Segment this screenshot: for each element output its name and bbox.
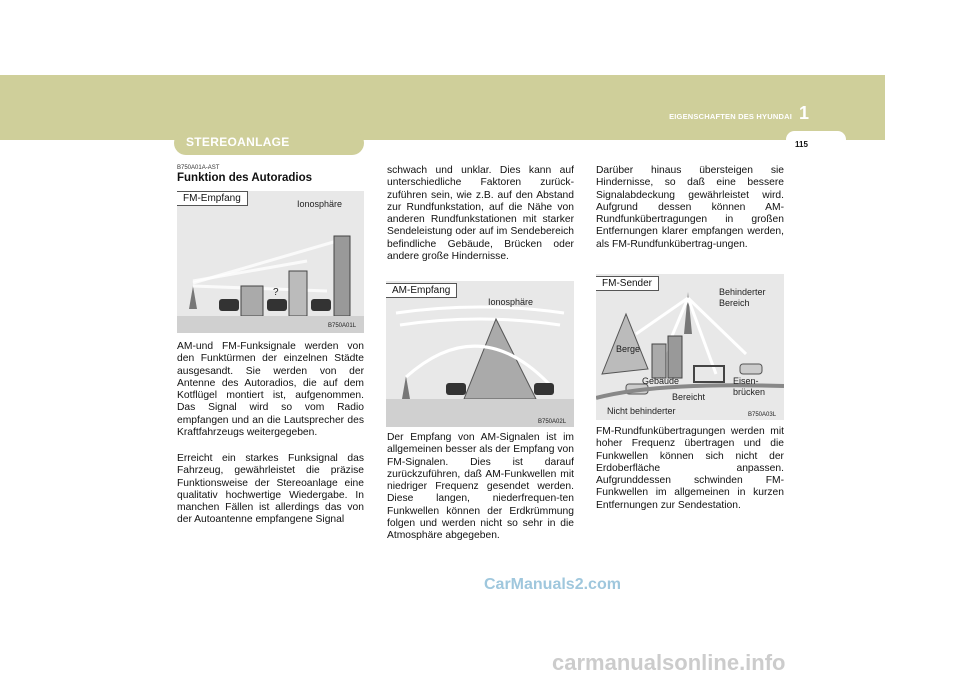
paragraph: Erreicht ein starkes Funksignal das Fahrzeug, gewährleistet die präzise Funktionsweise der Stereoanlage eine qualitativ hochwertige Wiedergabe. In manchen Fällen ist allerdings das von der Autoantenne empfangene Signal xyxy=(177,453,364,526)
building xyxy=(334,236,350,316)
figure-tag-fm-reception: FM-Empfang xyxy=(177,191,248,206)
am-reception-figure xyxy=(386,281,574,427)
car xyxy=(740,364,762,374)
building xyxy=(241,286,263,316)
paragraph: AM-und FM-Funksignale werden von den Funktürmen der einzelnen Städte ausgesandt. Sie werden von der Antenne des Autoradios, die auf dem Kotflügel montiert ist, aufgenommen. Das Signal wird so vom Radio empfangen und an die Lautsprecher des Kraftfahrzeugs weitergegeben. xyxy=(177,341,364,439)
watermark-carmanualsonline[interactable]: carmanualsonline.info xyxy=(552,650,786,675)
obstructed-label-line1: Behinderter xyxy=(719,287,766,297)
paragraph: Der Empfang von AM-Signalen ist im allgemeinen besser als der Empfang von FM-Signalen. Dies ist darauf zurückzuführen, daß AM-Funkwellen mit niedriger Frequenz gesendet werden. Diese langen, niederfrequen-ten Funkwellen können der Erdkrümmung folgen und werden nicht so sehr in die Atmosphäre abgegeben. xyxy=(387,432,574,542)
page-heading: Funktion des Autoradios xyxy=(177,172,313,184)
paragraph: Darüber hinaus übersteigen sie Hindernisse, so daß eine bessere Signalabdeckung gewährleistet wird. Aufgrund dessen können AM-Rundfunkübertragungen in großen Entfernungen klarer empfangen werden, als FM-Rundfunkübertrag-ungen. xyxy=(596,165,784,250)
ionosphere-label: Ionosphäre xyxy=(488,297,534,307)
car xyxy=(446,383,466,395)
section-title: STEREOANLAGE xyxy=(186,135,290,149)
header-band xyxy=(0,75,885,140)
bridges-label-line1: Eisen- xyxy=(733,376,759,386)
page-number: 115 xyxy=(795,140,808,149)
car xyxy=(534,383,554,395)
chapter-number: 1 xyxy=(799,103,810,123)
obstructed-label-line2: Bereich xyxy=(719,298,750,308)
figure-tag-fm-transmitter: FM-Sender xyxy=(596,276,659,291)
building xyxy=(652,344,666,378)
figure-tag-am-reception: AM-Empfang xyxy=(386,283,457,298)
fm-transmitter-figure xyxy=(596,274,784,420)
figure-code: B750A03L xyxy=(748,412,777,418)
car xyxy=(311,299,331,311)
am-reception-illustration xyxy=(386,281,574,427)
radio-wave xyxy=(688,298,716,374)
mountains-label: Berge xyxy=(616,344,641,354)
svg-text:?: ? xyxy=(273,287,279,298)
figure-code: B750A01L xyxy=(328,323,357,329)
paragraph: FM-Rundfunkübertragungen werden mit hoher Frequenz übertragen und die Funkwellen können sich nicht der Erdoberfläche anpassen. Aufgrunddessen schwinden FM-Funkwellen im allgemeinen in kurzen Entfernungen zur Sendestation. xyxy=(596,426,784,511)
building xyxy=(289,271,307,316)
transmitter-tower xyxy=(402,376,410,399)
ionosphere-arc xyxy=(396,307,564,313)
mountain xyxy=(464,319,536,399)
transmitter-tower xyxy=(189,286,197,309)
area-label: Bereicht xyxy=(672,392,706,402)
watermark-carmanuals2[interactable]: CarManuals2.com xyxy=(484,576,621,593)
fm-reception-figure xyxy=(177,191,364,333)
fm-reception-illustration xyxy=(177,191,364,333)
building xyxy=(668,336,682,378)
unobstructed-label: Nicht behinderter xyxy=(607,406,676,416)
ionosphere-label: Ionosphäre xyxy=(297,199,343,209)
chapter-title: EIGENSCHAFTEN DES HYUNDAI xyxy=(669,112,792,121)
figure-code: B750A02L xyxy=(538,419,567,425)
section-code: B750A01A-AST xyxy=(177,165,220,171)
buildings-label: Gebäude xyxy=(642,376,680,386)
ionosphere-arc xyxy=(400,319,560,325)
paragraph: schwach und unklar. Dies kann auf unterschiedliche Faktoren zurück-zuführen sein, wie z.B. auf den Abstand zur Rundfunkstation, auf die Nähe von anderen Rundfunkstationen mit starker Sendeleistung oder auf im Sendebereich befindliche Gebäude, Brücken oder andere große Hindernisse. xyxy=(387,165,574,263)
bridge xyxy=(694,366,724,382)
bridges-label-line2: brücken xyxy=(733,387,766,397)
car xyxy=(219,299,239,311)
car xyxy=(267,299,287,311)
